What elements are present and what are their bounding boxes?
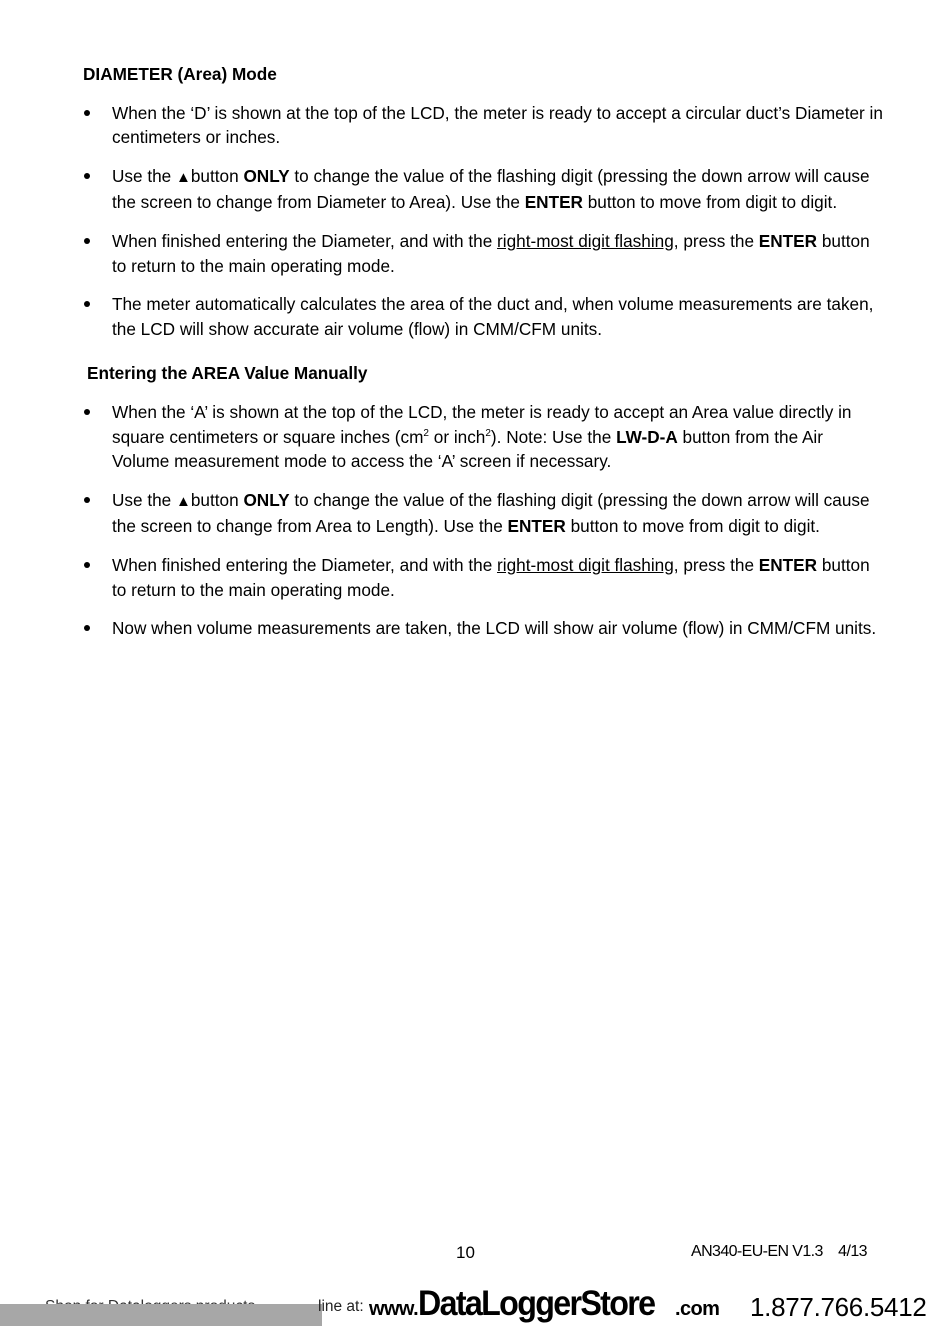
list-item [83, 292, 883, 341]
text-fragment: When finished entering the Diameter, and with the [112, 554, 498, 575]
brand-www: www. [369, 1298, 419, 1320]
list-item [83, 164, 883, 215]
store-footer-banner [0, 1284, 950, 1326]
footer-gray-bar [0, 1304, 322, 1326]
area-bullet-list [83, 400, 883, 641]
underlined-text: right-most digit flashing [497, 554, 674, 575]
diameter-bullet-list [83, 101, 883, 342]
up-arrow-icon: ▲ [176, 492, 191, 510]
bold-enter: ENTER [758, 230, 818, 251]
document-code: AN340-EU-EN V1.3 4/13 [691, 1243, 867, 1260]
list-item [83, 400, 883, 474]
text-fragment: Use the [112, 165, 177, 186]
bold-only: ONLY [243, 489, 290, 510]
online-text: line at: [318, 1298, 364, 1315]
text-fragment: When finished entering the Diameter, and with the [112, 230, 498, 251]
phone-number: 1.877.766.5412 [750, 1292, 927, 1322]
superscript: 2 [485, 427, 491, 439]
underlined-text: right-most digit flashing [497, 230, 674, 251]
text-fragment: button to return to the main operating mode. [112, 554, 870, 600]
text-fragment: , press the [673, 554, 759, 575]
bold-lw-d-a: LW-D-A [616, 426, 678, 447]
text-fragment: button [190, 165, 244, 186]
list-item [83, 229, 883, 278]
text-fragment: ). Note: Use the [490, 426, 617, 447]
text-fragment: button to move from digit to digit. [582, 192, 838, 213]
section-heading-diameter: DIAMETER (Area) Mode [83, 64, 277, 84]
text-fragment: , press the [673, 230, 759, 251]
text-fragment: button to move from digit to digit. [565, 516, 820, 537]
list-item [83, 553, 883, 602]
bullet-text: Now when volume measurements are taken, the LCD will show air volume (flow) in CMM/CFM units. [112, 618, 877, 639]
bullet-text: The meter automatically calculates the area of the duct and, when volume measurements are taken, the LCD will show accurate air volume (flow) in CMM/CFM units. [112, 294, 874, 339]
up-arrow-icon: ▲ [176, 168, 191, 186]
bold-enter: ENTER [524, 192, 583, 213]
brand-com: .com [675, 1298, 720, 1320]
bold-enter: ENTER [758, 554, 818, 575]
text-fragment: When the ‘A’ is shown at the top of the LCD, the meter is ready to accept an Area value directly in square centimeters or square inches (cm [112, 401, 852, 447]
list-item [83, 616, 883, 641]
text-fragment: button [190, 489, 244, 510]
text-fragment: Use the [112, 489, 177, 510]
text-fragment: to change the value of the flashing digit (pressing the down arrow will cause the screen to change from Area to Length). Use the [112, 489, 870, 537]
list-item [83, 101, 883, 150]
text-fragment: button to return to the main operating mode. [112, 230, 870, 276]
brand-name: DataLoggerStore [418, 1284, 655, 1323]
list-item [83, 488, 883, 539]
bold-enter: ENTER [507, 516, 566, 537]
store-link[interactable] [369, 1284, 719, 1324]
text-fragment: to change the value of the flashing digit (pressing the down arrow will cause the screen to change from Diameter to Area). Use the [112, 165, 870, 213]
text-fragment: button from the Air Volume measurement mode to access the ‘A’ screen if necessary. [112, 426, 823, 472]
section-heading-area: Entering the AREA Value Manually [87, 363, 368, 384]
page-number: 10 [456, 1243, 475, 1262]
bullet-text: When the ‘D’ is shown at the top of the LCD, the meter is ready to accept a circular duct’s Diameter in centimeters or inches. [112, 102, 883, 148]
text-fragment: or inch [428, 426, 486, 447]
page-content [83, 62, 883, 655]
bold-only: ONLY [243, 165, 290, 186]
superscript: 2 [423, 427, 429, 439]
